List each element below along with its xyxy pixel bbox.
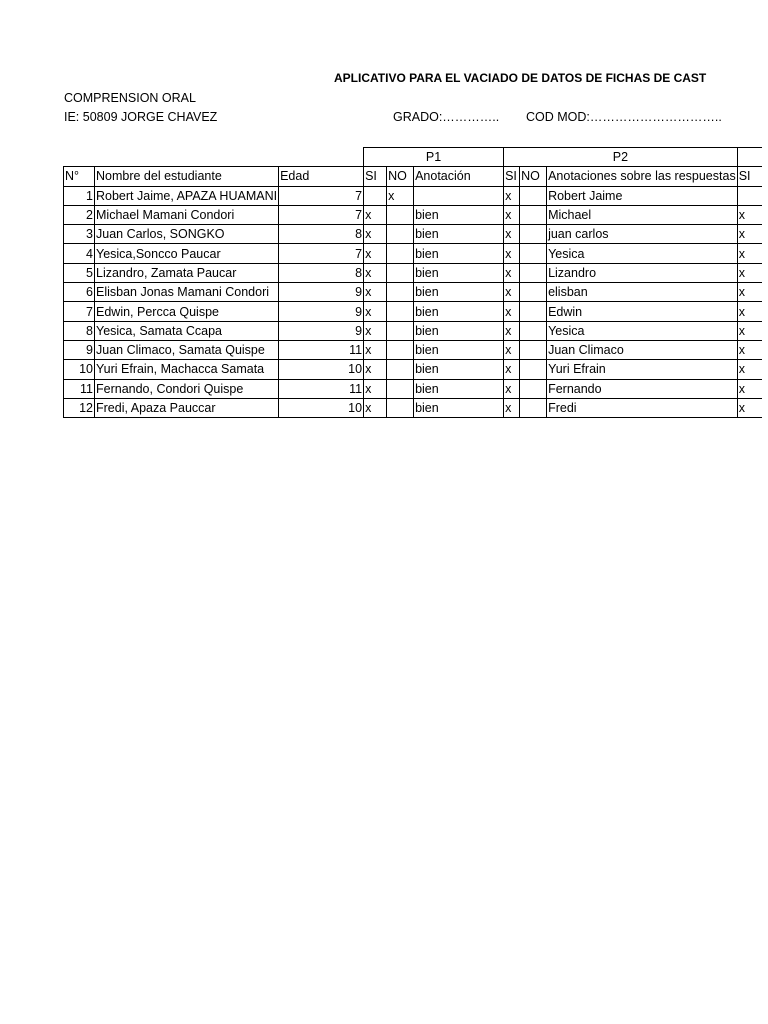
col-header-anotacion-p1: Anotación [414,167,504,186]
cell-si-p2: x [504,321,520,340]
cell-no-p1 [387,321,414,340]
cell-si-p1: x [364,205,387,224]
cell-edad: 9 [279,302,364,321]
cell-no-p2 [520,263,547,282]
table-row [64,263,763,282]
cell-anotaciones-p2: Lizandro [547,263,738,282]
cell-no-p1 [387,302,414,321]
cell-no-p1 [387,225,414,244]
col-header-nombre: Nombre del estudiante [95,167,279,186]
cell-no-p2 [520,302,547,321]
cell-edad: 10 [279,398,364,417]
grado-field: GRADO:………….. [393,110,500,124]
group-header-p2: P2 [504,148,738,167]
cell-si-p1: x [364,321,387,340]
cell-si-p3: x [737,398,762,417]
cell-no-p1 [387,283,414,302]
cell-anotaciones-p2: Juan Climaco [547,340,738,359]
cell-n: 10 [64,360,95,379]
cell-anotaciones-p2: Edwin [547,302,738,321]
table-row [64,283,763,302]
cell-edad: 8 [279,263,364,282]
cell-n: 9 [64,340,95,359]
col-header-si-p3: SI [737,167,762,186]
col-header-no-p1: NO [387,167,414,186]
cell-si-p1: x [364,244,387,263]
cell-no-p2 [520,244,547,263]
cell-edad: 11 [279,379,364,398]
cell-anotaciones-p2: Fernando [547,379,738,398]
cell-anotacion-p1: bien [414,302,504,321]
col-header-no-p2: NO [520,167,547,186]
cell-edad: 10 [279,360,364,379]
cell-si-p1: x [364,302,387,321]
cell-no-p1 [387,379,414,398]
cell-n: 1 [64,186,95,205]
table-row [64,225,763,244]
cell-nombre: Yesica, Samata Ccapa [95,321,279,340]
school-label: IE: 50809 JORGE CHAVEZ [64,110,218,124]
table-body [64,186,763,418]
col-header-si-p1: SI [364,167,387,186]
cell-si-p2: x [504,244,520,263]
cell-si-p2: x [504,263,520,282]
cell-anotacion-p1: bien [414,379,504,398]
cell-si-p3: x [737,340,762,359]
cell-edad: 7 [279,186,364,205]
group-header-row [64,148,763,167]
cell-no-p2 [520,340,547,359]
cell-si-p1 [364,186,387,205]
cell-no-p2 [520,186,547,205]
cell-anotaciones-p2: Yesica [547,244,738,263]
cell-nombre: Fernando, Condori Quispe [95,379,279,398]
cell-anotaciones-p2: Yesica [547,321,738,340]
cell-si-p3: x [737,321,762,340]
cell-si-p3: x [737,263,762,282]
cell-nombre: Yuri Efrain, Machacca Samata [95,360,279,379]
cell-si-p3: x [737,360,762,379]
cell-n: 6 [64,283,95,302]
cell-si-p3: x [737,379,762,398]
cell-no-p2 [520,225,547,244]
cell-no-p1: x [387,186,414,205]
cell-anotaciones-p2: Robert Jaime [547,186,738,205]
cell-si-p2: x [504,225,520,244]
cod-mod-field: COD MOD:………………………….. [526,110,722,124]
cell-si-p1: x [364,379,387,398]
group-header-p1: P1 [364,148,504,167]
cell-anotacion-p1: bien [414,283,504,302]
cell-anotacion-p1: bien [414,398,504,417]
page-title: APLICATIVO PARA EL VACIADO DE DATOS DE FICHAS DE CAST [334,71,707,85]
table-row [64,379,763,398]
cell-no-p1 [387,360,414,379]
cell-si-p3: x [737,244,762,263]
cell-n: 4 [64,244,95,263]
cell-n: 8 [64,321,95,340]
cell-edad: 9 [279,321,364,340]
cell-anotaciones-p2: Fredi [547,398,738,417]
cell-edad: 7 [279,244,364,263]
cell-anotacion-p1 [414,186,504,205]
cell-n: 5 [64,263,95,282]
col-header-anotaciones-p2: Anotaciones sobre las respuestas [547,167,738,186]
cell-nombre: Elisban Jonas Mamani Condori [95,283,279,302]
table-row [64,398,763,417]
section-subtitle: COMPRENSION ORAL [64,91,196,105]
data-table [63,147,762,418]
cell-n: 7 [64,302,95,321]
column-header-row [64,167,763,186]
cell-si-p1: x [364,360,387,379]
cell-no-p1 [387,340,414,359]
cell-nombre: Juan Carlos, SONGKO [95,225,279,244]
table-row [64,321,763,340]
cell-nombre: Edwin, Percca Quispe [95,302,279,321]
cell-nombre: Yesica,Soncco Paucar [95,244,279,263]
cell-no-p1 [387,263,414,282]
cell-anotacion-p1: bien [414,244,504,263]
cell-si-p2: x [504,379,520,398]
cell-n: 3 [64,225,95,244]
cell-nombre: Fredi, Apaza Pauccar [95,398,279,417]
cell-si-p2: x [504,398,520,417]
cell-no-p2 [520,360,547,379]
cell-edad: 9 [279,283,364,302]
cell-anotaciones-p2: elisban [547,283,738,302]
cell-no-p2 [520,283,547,302]
cell-nombre: Juan Climaco, Samata Quispe [95,340,279,359]
cell-no-p2 [520,205,547,224]
table-row [64,205,763,224]
cell-anotacion-p1: bien [414,263,504,282]
cell-nombre: Robert Jaime, APAZA HUAMANI [95,186,279,205]
cell-no-p1 [387,244,414,263]
cell-si-p3: x [737,205,762,224]
cell-edad: 11 [279,340,364,359]
table-row [64,244,763,263]
cell-no-p2 [520,398,547,417]
table-row [64,186,763,205]
cell-si-p3: x [737,302,762,321]
cell-anotacion-p1: bien [414,205,504,224]
col-header-n: N° [64,167,95,186]
cell-si-p2: x [504,340,520,359]
cell-anotaciones-p2: Michael [547,205,738,224]
col-header-edad: Edad [279,167,364,186]
cell-edad: 8 [279,225,364,244]
cell-si-p1: x [364,283,387,302]
cell-si-p1: x [364,340,387,359]
cell-n: 11 [64,379,95,398]
cell-nombre: Lizandro, Zamata Paucar [95,263,279,282]
cell-nombre: Michael Mamani Condori [95,205,279,224]
cell-si-p2: x [504,186,520,205]
cell-no-p2 [520,321,547,340]
cell-anotacion-p1: bien [414,340,504,359]
cell-si-p3: x [737,283,762,302]
cell-n: 12 [64,398,95,417]
cell-si-p3 [737,186,762,205]
cell-anotaciones-p2: Yuri Efrain [547,360,738,379]
cell-anotacion-p1: bien [414,321,504,340]
cell-no-p1 [387,398,414,417]
table-row [64,302,763,321]
cell-si-p2: x [504,302,520,321]
cell-si-p1: x [364,398,387,417]
cell-si-p2: x [504,205,520,224]
cell-si-p2: x [504,360,520,379]
cell-no-p1 [387,205,414,224]
table-row [64,340,763,359]
cell-si-p1: x [364,263,387,282]
cell-si-p3: x [737,225,762,244]
cell-anotacion-p1: bien [414,360,504,379]
cell-n: 2 [64,205,95,224]
cell-si-p1: x [364,225,387,244]
col-header-si-p2: SI [504,167,520,186]
cell-no-p2 [520,379,547,398]
cell-edad: 7 [279,205,364,224]
cell-anotacion-p1: bien [414,225,504,244]
cell-anotaciones-p2: juan carlos [547,225,738,244]
cell-si-p2: x [504,283,520,302]
table-row [64,360,763,379]
